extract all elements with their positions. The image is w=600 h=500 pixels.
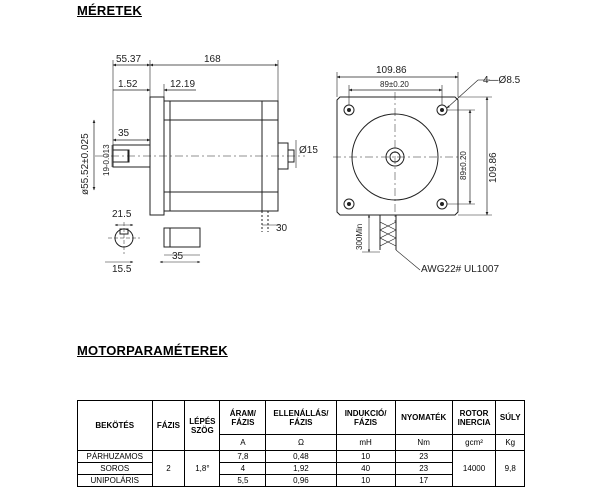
table-row bbox=[78, 451, 525, 463]
dim-89-right: 89±0.20 bbox=[459, 151, 468, 180]
dim-shaft-diameter: ø55.52±0.025 bbox=[80, 133, 91, 195]
unit-suly: Kg bbox=[496, 435, 525, 451]
cell-aram: 4 bbox=[220, 463, 266, 475]
dim-109-86-right: 109.86 bbox=[488, 152, 499, 183]
dim-15-5: 15.5 bbox=[112, 264, 132, 275]
dim-shaft-35: 35 bbox=[172, 251, 184, 262]
unit-indukcio: mH bbox=[336, 435, 395, 451]
cell-rotor: 14000 bbox=[452, 451, 496, 487]
unit-rotor: gcm² bbox=[452, 435, 496, 451]
cell-fazis: 2 bbox=[152, 451, 185, 487]
header-indukcio: INDUKCIÓ/ FÁZIS bbox=[336, 401, 395, 435]
cell-ellenallas: 0,96 bbox=[266, 475, 336, 487]
header-lepes-szog: LÉPÉS SZÖG bbox=[185, 401, 220, 451]
header-ellenallas: ELLENÁLLÁS/ FÁZIS bbox=[266, 401, 336, 435]
parameters-title: MOTORPARAMÉTEREK bbox=[77, 343, 228, 358]
cell-indukcio: 10 bbox=[336, 475, 395, 487]
cell-nyomatek: 23 bbox=[395, 451, 452, 463]
dim-109-86-top: 109.86 bbox=[376, 65, 407, 76]
header-fazis: FÁZIS bbox=[152, 401, 185, 451]
cell-indukcio: 40 bbox=[336, 463, 395, 475]
dim-holes: 4—Ø8.5 bbox=[483, 75, 521, 86]
dim-1-52: 1.52 bbox=[118, 79, 138, 90]
header-nyomatek: NYOMATÉK bbox=[395, 401, 452, 435]
cell-bekotes: UNIPOLÁRIS bbox=[78, 475, 153, 487]
unit-aram: A bbox=[220, 435, 266, 451]
shaft-detail bbox=[105, 222, 200, 262]
cell-aram: 7,8 bbox=[220, 451, 266, 463]
dim-55-37: 55.37 bbox=[116, 54, 142, 65]
dimensions-title: MÉRETEK bbox=[77, 3, 142, 18]
header-suly: SÚLY bbox=[496, 401, 525, 435]
dim-300min: 300Min bbox=[355, 223, 364, 250]
side-view-labels bbox=[80, 54, 318, 234]
motor-parameters-table bbox=[77, 400, 525, 487]
dim-30: 30 bbox=[276, 223, 288, 234]
dim-12-19: 12.19 bbox=[170, 79, 196, 90]
cell-lepes-szog: 1,8° bbox=[185, 451, 220, 487]
shaft-detail-labels bbox=[112, 209, 184, 275]
dim-21-5: 21.5 bbox=[112, 209, 132, 220]
cell-ellenallas: 0,48 bbox=[266, 451, 336, 463]
cell-indukcio: 10 bbox=[336, 451, 395, 463]
header-aram: ÁRAM/ FÁZIS bbox=[220, 401, 266, 435]
cell-bekotes: PÁRHUZAMOS bbox=[78, 451, 153, 463]
unit-nyomatek: Nm bbox=[395, 435, 452, 451]
dim-89-top: 89±0.20 bbox=[380, 80, 409, 89]
cell-bekotes: SOROS bbox=[78, 463, 153, 475]
dim-168: 168 bbox=[204, 54, 221, 65]
unit-ellenallas: Ω bbox=[266, 435, 336, 451]
header-row bbox=[78, 401, 525, 435]
header-bekotes: BEKÖTÉS bbox=[78, 401, 153, 451]
cell-ellenallas: 1,92 bbox=[266, 463, 336, 475]
wire-label: AWG22# UL1007 bbox=[421, 264, 500, 275]
dim-35: 35 bbox=[118, 128, 130, 139]
cell-suly: 9,8 bbox=[496, 451, 525, 487]
header-rotor: ROTOR INERCIA bbox=[452, 401, 496, 435]
dim-phi15: Ø15 bbox=[299, 145, 318, 156]
cell-aram: 5,5 bbox=[220, 475, 266, 487]
cell-nyomatek: 17 bbox=[395, 475, 452, 487]
cell-nyomatek: 23 bbox=[395, 463, 452, 475]
dim-shaft-19: 19-0.013 bbox=[102, 144, 111, 176]
